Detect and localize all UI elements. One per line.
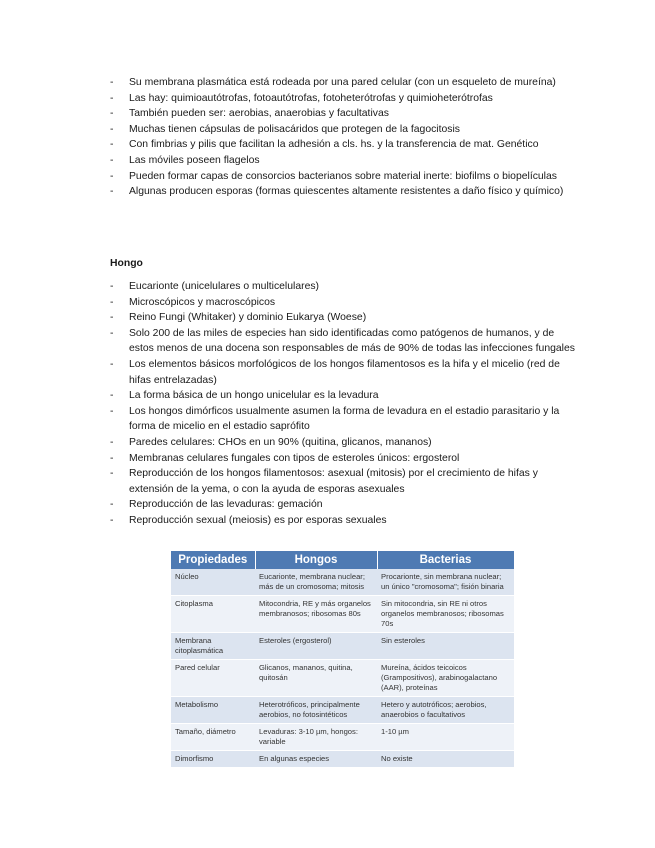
- table-body: [171, 569, 514, 768]
- bacteria-bullet-item: - Pueden formar capas de consorcios bacterianos sobre material inerte: biofilms o biopelículas: [110, 169, 580, 185]
- table-row: [171, 660, 514, 697]
- table-row: [171, 596, 514, 633]
- table-hongos-cell: Heterotróficos, principalmente aerobios, no fotosintéticos: [255, 697, 377, 724]
- table-row: [171, 697, 514, 724]
- table-bacterias-cell: 1-10 µm: [377, 724, 514, 751]
- table-hongos-cell: En algunas especies: [255, 751, 377, 768]
- table-bacterias-cell: Procarionte, sin membrana nuclear; un único "cromosoma"; fisión binaria: [377, 569, 514, 596]
- table-bacterias-cell: Sin esteroles: [377, 633, 514, 660]
- hongo-bullet-item: - Reproducción de las levaduras: gemación: [110, 497, 580, 513]
- comparison-table-wrapper: [171, 551, 514, 768]
- table-hongos-cell: Levaduras: 3-10 µm, hongos: variable: [255, 724, 377, 751]
- hongo-bullet-item: - Membranas celulares fungales con tipos de esteroles únicos: ergosterol: [110, 451, 580, 467]
- table-header-row: [171, 551, 514, 569]
- table-bacterias-cell: Hetero y autotróficos; aerobios, anaerobios o facultativos: [377, 697, 514, 724]
- table-row: [171, 724, 514, 751]
- table-hongos-cell: Eucarionte, membrana nuclear; más de un cromosoma; mitosis: [255, 569, 377, 596]
- table-header-cell: Hongos: [255, 551, 377, 569]
- bacteria-bullet-item: - Con fimbrias y pilis que facilitan la adhesión a cls. hs. y la transferencia de mat. Genético: [110, 137, 580, 153]
- table-header-cell: Propiedades: [171, 551, 255, 569]
- table-row: [171, 569, 514, 596]
- table-property-cell: Citoplasma: [171, 596, 255, 633]
- table-property-cell: Membrana citoplasmática: [171, 633, 255, 660]
- bacteria-bullet-item: - Muchas tienen cápsulas de polisacáridos que protegen de la fagocitosis: [110, 122, 580, 138]
- table-hongos-cell: Esteroles (ergosterol): [255, 633, 377, 660]
- bacteria-bullet-item: - Algunas producen esporas (formas quiescentes altamente resistentes a daño físico y químico): [110, 184, 580, 200]
- table-property-cell: Núcleo: [171, 569, 255, 596]
- table-header-cell: Bacterias: [377, 551, 514, 569]
- table-bacterias-cell: Mureína, ácidos teicoicos (Grampositivos), arabinogalactano (AAR), proteínas: [377, 660, 514, 697]
- table-property-cell: Dimorfismo: [171, 751, 255, 768]
- table-hongos-cell: Glicanos, mananos, quitina, quitosán: [255, 660, 377, 697]
- table-property-cell: Pared celular: [171, 660, 255, 697]
- bacteria-bullet-item: - Las móviles poseen flagelos: [110, 153, 580, 169]
- table-bacterias-cell: Sin mitocondria, sin RE ni otros organelos membranosos; ribosomas 70s: [377, 596, 514, 633]
- hongo-bullet-item: - Microscópicos y macroscópicos: [110, 295, 580, 311]
- hongo-bullet-item: - Eucarionte (unicelulares o multicelulares): [110, 279, 580, 295]
- table-property-cell: Tamaño, diámetro: [171, 724, 255, 751]
- table-bacterias-cell: No existe: [377, 751, 514, 768]
- bacteria-bullet-item: - También pueden ser: aerobias, anaerobias y facultativas: [110, 106, 580, 122]
- hongo-bullet-item: - Reproducción de los hongos filamentosos: asexual (mitosis) por el crecimiento de hifas y extensión de la yema, o con la ayuda de esporas asexuales: [110, 466, 580, 497]
- bacteria-bullet-item: - Su membrana plasmática está rodeada por una pared celular (con un esqueleto de mureína): [110, 75, 580, 91]
- hongo-bullet-item: - Los elementos básicos morfológicos de los hongos filamentosos es la hifa y el micelio (red de hifas entrelazadas): [110, 357, 580, 388]
- hongo-bullet-item: - Reproducción sexual (meiosis) es por esporas sexuales: [110, 513, 580, 529]
- table-row: [171, 633, 514, 660]
- bacteria-bullet-list: [110, 75, 580, 200]
- hongo-bullet-item: - Reino Fungi (Whitaker) y dominio Eukarya (Woese): [110, 310, 580, 326]
- hongo-bullet-item: - Los hongos dimórficos usualmente asumen la forma de levadura en el estadio parasitario y la forma de micelio en el estadio saprófito: [110, 404, 580, 435]
- bacteria-bullet-item: - Las hay: quimioautótrofas, fotoautótrofas, fotoheterótrofas y quimioheterótrofas: [110, 91, 580, 107]
- table-row: [171, 751, 514, 768]
- table-hongos-cell: Mitocondria, RE y más organelos membranosos; ribosomas 80s: [255, 596, 377, 633]
- hongo-bullet-item: - Paredes celulares: CHOs en un 90% (quitina, glicanos, mananos): [110, 435, 580, 451]
- hongo-bullet-item: - Solo 200 de las miles de especies han sido identificadas como patógenos de humanos, y de estos menos de una docena son responsables de más de 90% de todas las infecciones fungales: [110, 326, 580, 357]
- table-property-cell: Metabolismo: [171, 697, 255, 724]
- section-heading-hongo: Hongo: [110, 258, 143, 269]
- hongo-bullet-item: - La forma básica de un hongo unicelular es la levadura: [110, 388, 580, 404]
- comparison-table: [171, 551, 515, 768]
- hongo-bullet-list: [110, 279, 580, 529]
